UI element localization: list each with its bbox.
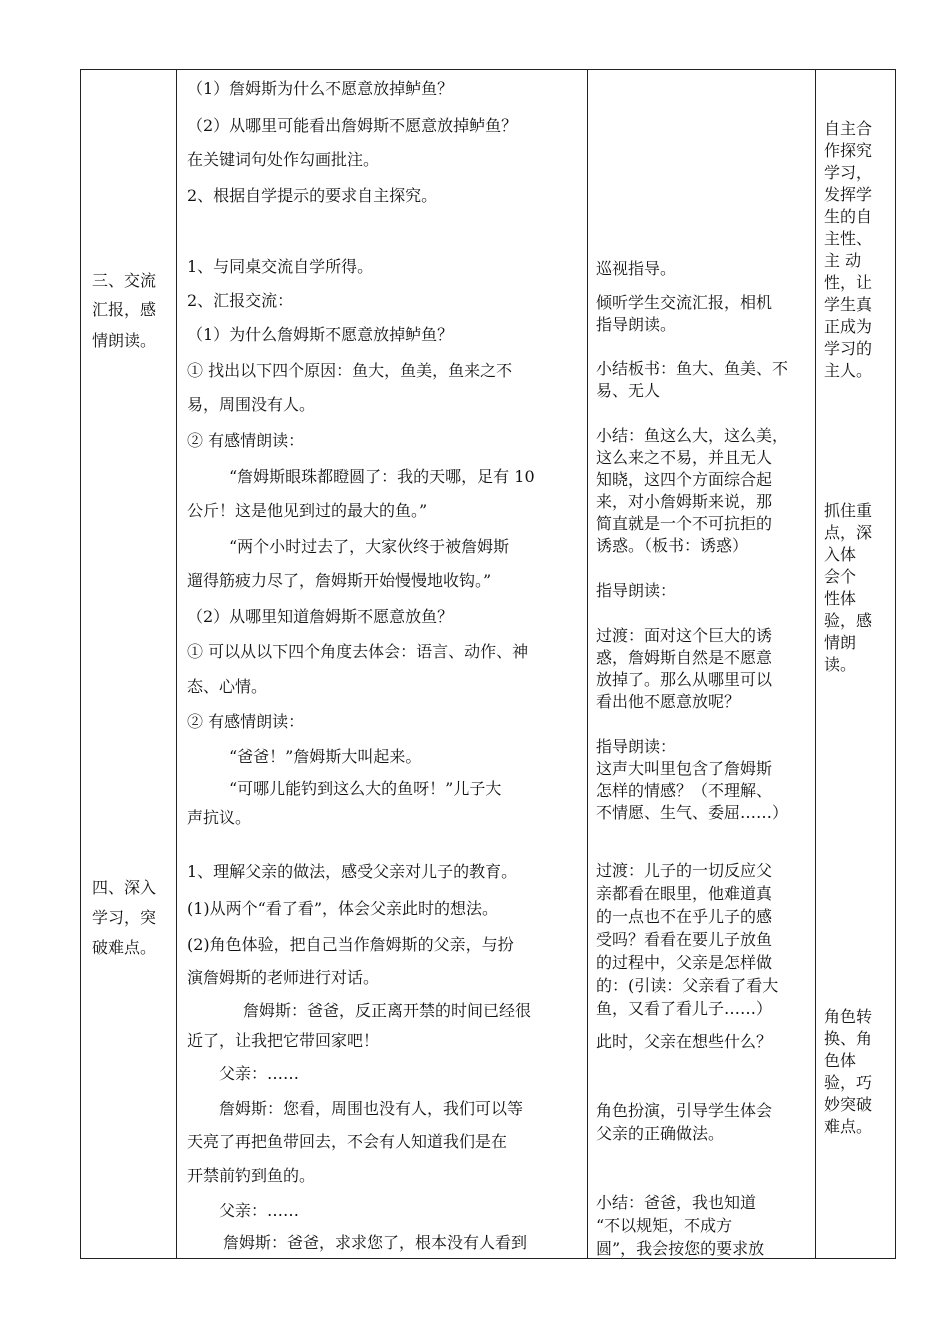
quote-text: “可哪儿能钓到这么大的鱼呀！”儿子大 — [229, 779, 502, 798]
teacher-text: 知晓，这四个方面综合起 — [596, 470, 773, 489]
teacher-text: 小结板书：鱼大、鱼美、不 — [596, 359, 789, 378]
teacher-text: 易、无人 — [596, 381, 661, 400]
student-question: （1）为什么詹姆斯不愿意放掉鲈鱼？ — [187, 325, 454, 344]
teacher-text: 巡视指导。 — [596, 259, 677, 278]
stage-4-line: 学习，突 — [92, 908, 157, 927]
dialogue-line: 天亮了再把鱼带回去，不会有人知道我们是在 — [187, 1132, 508, 1151]
teacher-text: 来，对小詹姆斯来说，那 — [596, 492, 773, 511]
intent-line: 发挥学 — [824, 185, 873, 204]
intent-line: 正成为 — [824, 317, 873, 336]
teacher-text: 指导朗读： — [596, 737, 677, 756]
quote-text: 公斤！这是他见到过的最大的鱼。” — [187, 501, 428, 520]
quote-text: “两个小时过去了，大家伙终于被詹姆斯 — [229, 537, 510, 556]
teacher-text: 父亲的正确做法。 — [596, 1124, 725, 1143]
intent-line: 角色转 — [824, 1007, 873, 1026]
intent-line: 会个 — [824, 567, 857, 586]
teacher-text: 的过程中，父亲是怎样做 — [596, 953, 773, 972]
self-study-step: 2、根据自学提示的要求自主探究。 — [187, 186, 438, 205]
student-text: 态、心情。 — [187, 677, 268, 696]
teacher-text: 角色扮演，引导学生体会 — [596, 1101, 773, 1120]
teacher-text: 这么来之不易，并且无人 — [596, 448, 773, 467]
student-text: ② 有感情朗读： — [187, 431, 305, 450]
dialogue-line: 近了，让我把它带回家吧！ — [187, 1031, 380, 1050]
intent-line: 作探究 — [824, 141, 873, 160]
intent-line: 验，感 — [824, 611, 873, 630]
dialogue-line: 詹姆斯：您看，周围也没有人，我们可以等 — [219, 1099, 524, 1118]
intent-line: 换、角 — [824, 1029, 873, 1048]
intent-line: 生的自 — [824, 207, 873, 226]
self-study-prompt: （1）詹姆斯为什么不愿意放掉鲈鱼？ — [187, 79, 454, 98]
intent-line: 情朗 — [824, 633, 857, 652]
dialogue-line: 开禁前钓到鱼的。 — [187, 1166, 316, 1185]
intent-line: 妙突破 — [824, 1095, 873, 1114]
quote-text: 声抗议。 — [187, 808, 252, 827]
stage-3-line: 情朗读。 — [92, 331, 157, 350]
student-text: ② 有感情朗读： — [187, 712, 305, 731]
teacher-text: 过渡：面对这个巨大的诱 — [596, 626, 773, 645]
teacher-text: 圆”，我会按您的要求放 — [596, 1239, 765, 1258]
teacher-text: 受吗？看看在要儿子放鱼 — [596, 930, 773, 949]
intent-line: 抓住重 — [824, 501, 873, 520]
intent-line: 学习， — [824, 163, 873, 182]
dialogue-line: 父亲：…… — [219, 1201, 300, 1220]
teacher-text: 简直就是一个不可抗拒的 — [596, 514, 773, 533]
intent-line: 主 动 — [824, 251, 862, 270]
dialogue-line: 詹姆斯：爸爸，反正离开禁的时间已经很 — [243, 1001, 532, 1020]
intent-line: 性，让 — [824, 273, 873, 292]
teacher-text: 亲都看在眼里，他难道真 — [596, 884, 773, 903]
teacher-text: 指导朗读。 — [596, 315, 677, 334]
design-intent-column — [816, 70, 895, 1258]
quote-text: 遛得筋疲力尽了，詹姆斯开始慢慢地收钩。” — [187, 571, 492, 590]
student-question: (2)角色体验，把自己当作詹姆斯的父亲，与扮 — [187, 935, 514, 954]
teacher-text: “不以规矩，不成方 — [596, 1216, 733, 1235]
teacher-text: 惑，詹姆斯自然是不愿意 — [596, 648, 773, 667]
student-text: 演詹姆斯的老师进行对话。 — [187, 968, 380, 987]
intent-line: 学习的 — [824, 339, 873, 358]
self-study-prompt: 在关键词句处作勾画批注。 — [187, 150, 380, 169]
teacher-text: 放掉了。那么从哪里可以 — [596, 670, 773, 689]
stage-3-line: 汇报，感 — [92, 300, 157, 319]
intent-line: 自主合 — [824, 119, 873, 138]
stage-4-line: 四、深入 — [92, 878, 157, 897]
intent-line: 性体 — [824, 589, 857, 608]
teacher-text: 不情愿、生气、委屈……） — [596, 803, 789, 822]
self-study-prompt: （2）从哪里可能看出詹姆斯不愿意放掉鲈鱼？ — [187, 116, 518, 135]
teacher-text: 诱惑。（板书：诱惑） — [596, 536, 749, 555]
quote-text: “詹姆斯眼珠都瞪圆了：我的天哪，足有 10 — [229, 467, 535, 486]
student-question: （2）从哪里知道詹姆斯不愿意放鱼？ — [187, 607, 454, 626]
stage-3-line: 三、交流 — [92, 271, 157, 290]
intent-line: 色体 — [824, 1051, 857, 1070]
student-step: 1、理解父亲的做法，感受父亲对儿子的教育。 — [187, 862, 518, 881]
teacher-text: 倾听学生交流汇报，相机 — [596, 293, 773, 312]
stage-4-line: 破难点。 — [92, 938, 157, 957]
intent-line: 主人。 — [824, 361, 873, 380]
intent-line: 读。 — [824, 655, 857, 674]
stage-column — [81, 70, 176, 1258]
student-question: (1)从两个“看了看”，体会父亲此时的想法。 — [187, 899, 499, 918]
teacher-text: 的：(引读：父亲看了看大 — [596, 976, 779, 995]
teacher-text: 看出他不愿意放呢？ — [596, 692, 741, 711]
student-step: 1、与同桌交流自学所得。 — [187, 257, 374, 276]
student-text: 易，周围没有人。 — [187, 395, 316, 414]
student-text: ① 可以从以下四个角度去体会：语言、动作、神 — [187, 642, 529, 661]
dialogue-line: 詹姆斯：爸爸，求求您了，根本没有人看到 — [223, 1233, 528, 1252]
teacher-text: 小结：爸爸，我也知道 — [596, 1193, 757, 1212]
teacher-text: 小结：鱼这么大，这么美， — [596, 426, 789, 445]
teacher-text: 的一点也不在乎儿子的感 — [596, 907, 773, 926]
intent-line: 验，巧 — [824, 1073, 873, 1092]
intent-line: 入体 — [824, 545, 857, 564]
intent-line: 学生真 — [824, 295, 873, 314]
teacher-text: 鱼，又看了看儿子……） — [596, 999, 773, 1018]
student-step: 2、汇报交流： — [187, 291, 294, 310]
teacher-text: 这声大叫里包含了詹姆斯 — [596, 759, 773, 778]
teacher-text: 此时，父亲在想些什么？ — [596, 1032, 773, 1051]
teacher-text: 怎样的情感？（不理解、 — [596, 781, 773, 800]
student-activity-column — [177, 70, 587, 1258]
teacher-guidance-column — [588, 70, 815, 1258]
teacher-text: 过渡：儿子的一切反应父 — [596, 861, 773, 880]
student-text: ① 找出以下四个原因：鱼大，鱼美，鱼来之不 — [187, 361, 513, 380]
intent-line: 点，深 — [824, 523, 873, 542]
dialogue-line: 父亲：…… — [219, 1064, 300, 1083]
intent-line: 难点。 — [824, 1117, 873, 1136]
intent-line: 主性、 — [824, 229, 873, 248]
quote-text: “爸爸！”詹姆斯大叫起来。 — [229, 747, 422, 766]
teacher-text: 指导朗读： — [596, 581, 677, 600]
